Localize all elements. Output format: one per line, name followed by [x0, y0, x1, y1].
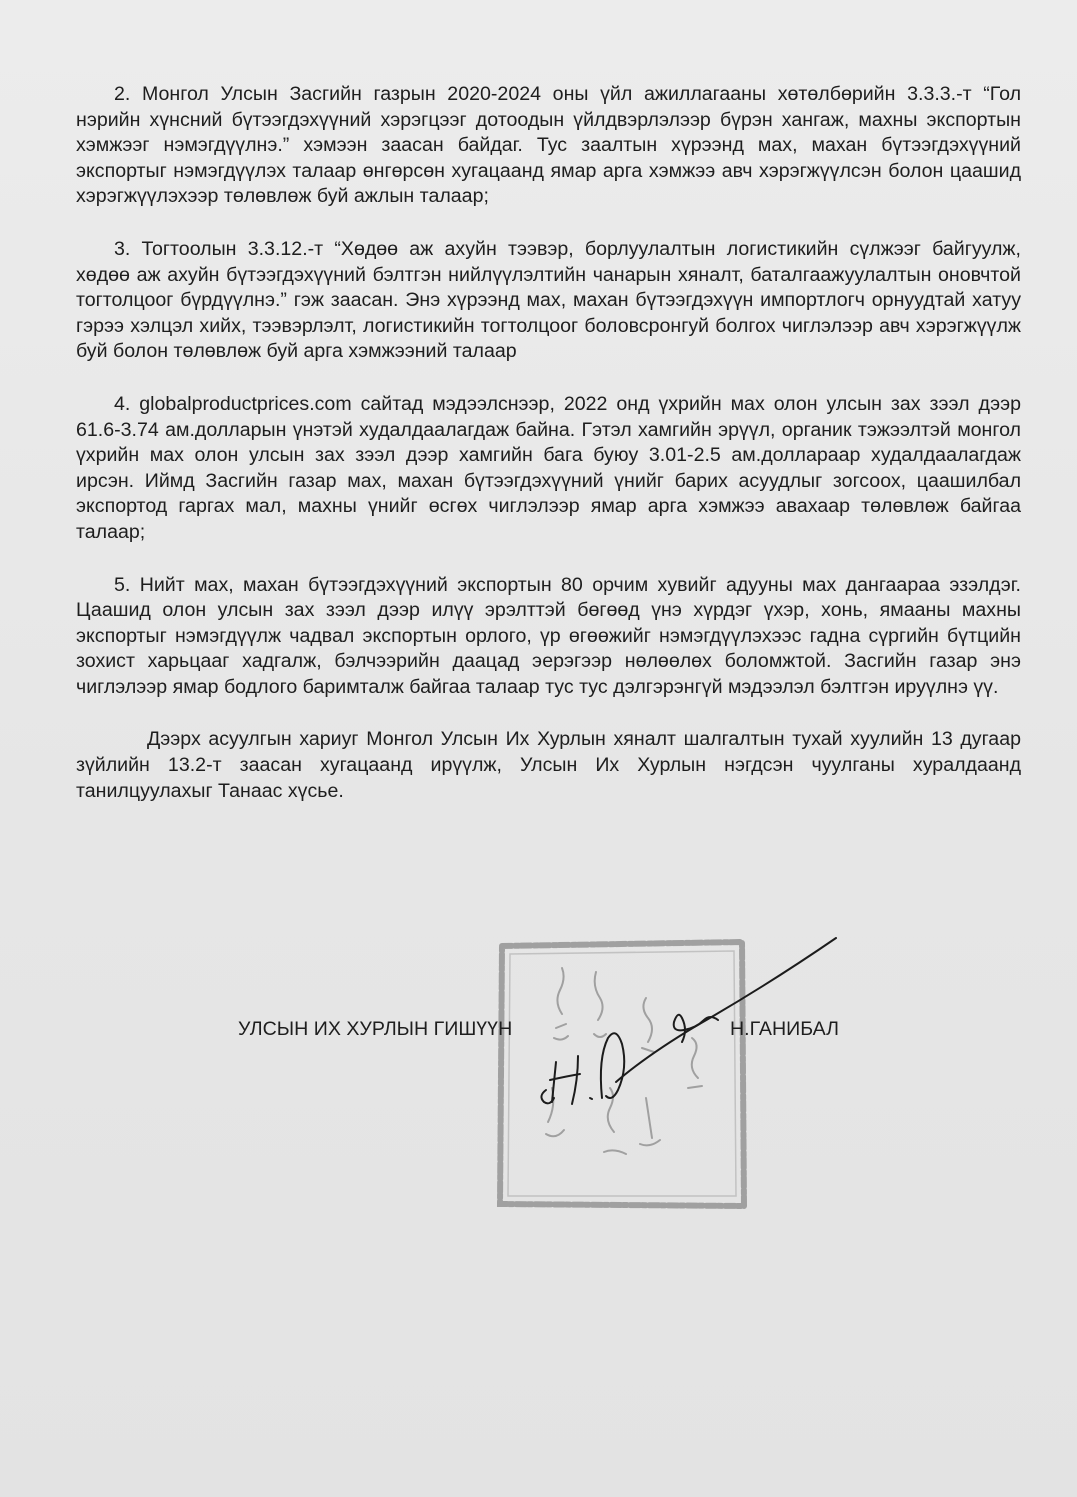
closing-paragraph: Дээрх асуулгын хариуг Монгол Улсын Их Хурлын хяналт шалгалтын тухай хуулийн 13 дугаар зүйлийн 13.2-т заасан хугацаанд ирүүлж, Улсын Их Хурлын нэгдсэн чуулганы хуралдаанд танилцуулахыг Танаас хүсье.: [76, 728, 1021, 802]
paragraph-2: 2. Монгол Улсын Засгийн газрын 2020-2024 оны үйл ажиллагааны хөтөлбөрийн 3.3.3.-т “Гол нэрийн хүнсний бүтээгдэхүүний хэрэгцээг дотоодын үйлдвэрлэлээр бүрэн хангаж, махны экспортын хэмжээг нэмэгдүүлнэ.” хэмээн заасан байдаг. Тус заалтын хүрээнд мах, махан бүтээгдэхүүний экспортыг нэмэгдүүлэх талаар өнгөрсөн хугацаанд ямар арга хэмжээ авч хэрэгжүүлсэн болон цаашид хэрэгжүүлэхээр төлөвлөж буй ажлын талаар;: [76, 83, 1021, 208]
paragraph-4: 4. globalproductprices.com сайтад мэдээлснээр, 2022 онд үхрийн мах олон улсын зах зээл дээр 61.6-3.74 ам.долларын үнэтэй худалдаалагдаж байна. Гэтэл хамгийн эрүүл, органик тэжээлтэй монгол үхрийн мах олон улсын зах зээл дээр хамгийн бага буюу 3.01-2.5 ам.доллараар худалдаалагдаж ирсэн. Иймд Засгийн газар мах, махан бүтээгдэхүүний үнийг барих асуудлыг зогсоох, цаашилбал экспортод гаргах мал, махны үнийг өсгөх чиглэлээр ямар арга хэмжээ авахаар төлөвлөж байгаа талаар;: [76, 392, 1021, 543]
signatory-title: УЛСЫН ИХ ХУРЛЫН ГИШҮҮН: [238, 1018, 513, 1040]
document-body: [76, 82, 1021, 804]
paragraph-5: 5. Нийт мах, махан бүтээгдэхүүний экспортын 80 орчим хувийг адууны мах дангаараа эзэлдэг. Цаашид олон улсын зах зээл дээр илүү эрэлттэй бөгөөд үнэ хүрдэг үхэр, хонь, ямааны махны экспортыг нэмэгдүүлж чадвал экспортын орлого, үр өгөөжийг нэмэгдүүлэхээс гадна сүргийн бүтцийн зохист харьцааг хадгалж, бэлчээрийн даацад эерэгээр нөлөөлөх боломжтой. Засгийн газар энэ чиглэлээр ямар бодлого баримталж байгаа талаар тус тус дэлгэрэнгүй мэдээлэл бэлтгэн ируүлнэ үү.: [76, 573, 1021, 698]
paragraph-3: 3. Тогтоолын 3.3.12.-т “Хөдөө аж ахуйн тээвэр, борлуулалтын логистикийн сүлжээг байгуулж, хөдөө аж ахуйн бүтээгдэхүүний бэлтгэн нийлүүлэлтийн чанарын хяналт, баталгаажуулалтын оновчтой тогтолцоог бүрдүүлнэ.” гэж заасан. Энэ хүрээнд мах, махан бүтээгдэхүүн импортлогч орнуудтай хатуу гэрээ хэлцэл хийх, тээвэрлэлт, логистикийн тогтолцоог боловсронгуй болгох чиглэлээр авч хэрэгжүүлж буй болон төлөвлөж буй арга хэмжээний талаар: [76, 237, 1021, 363]
signatory-name: Н.ГАНИБАЛ: [730, 1018, 839, 1040]
